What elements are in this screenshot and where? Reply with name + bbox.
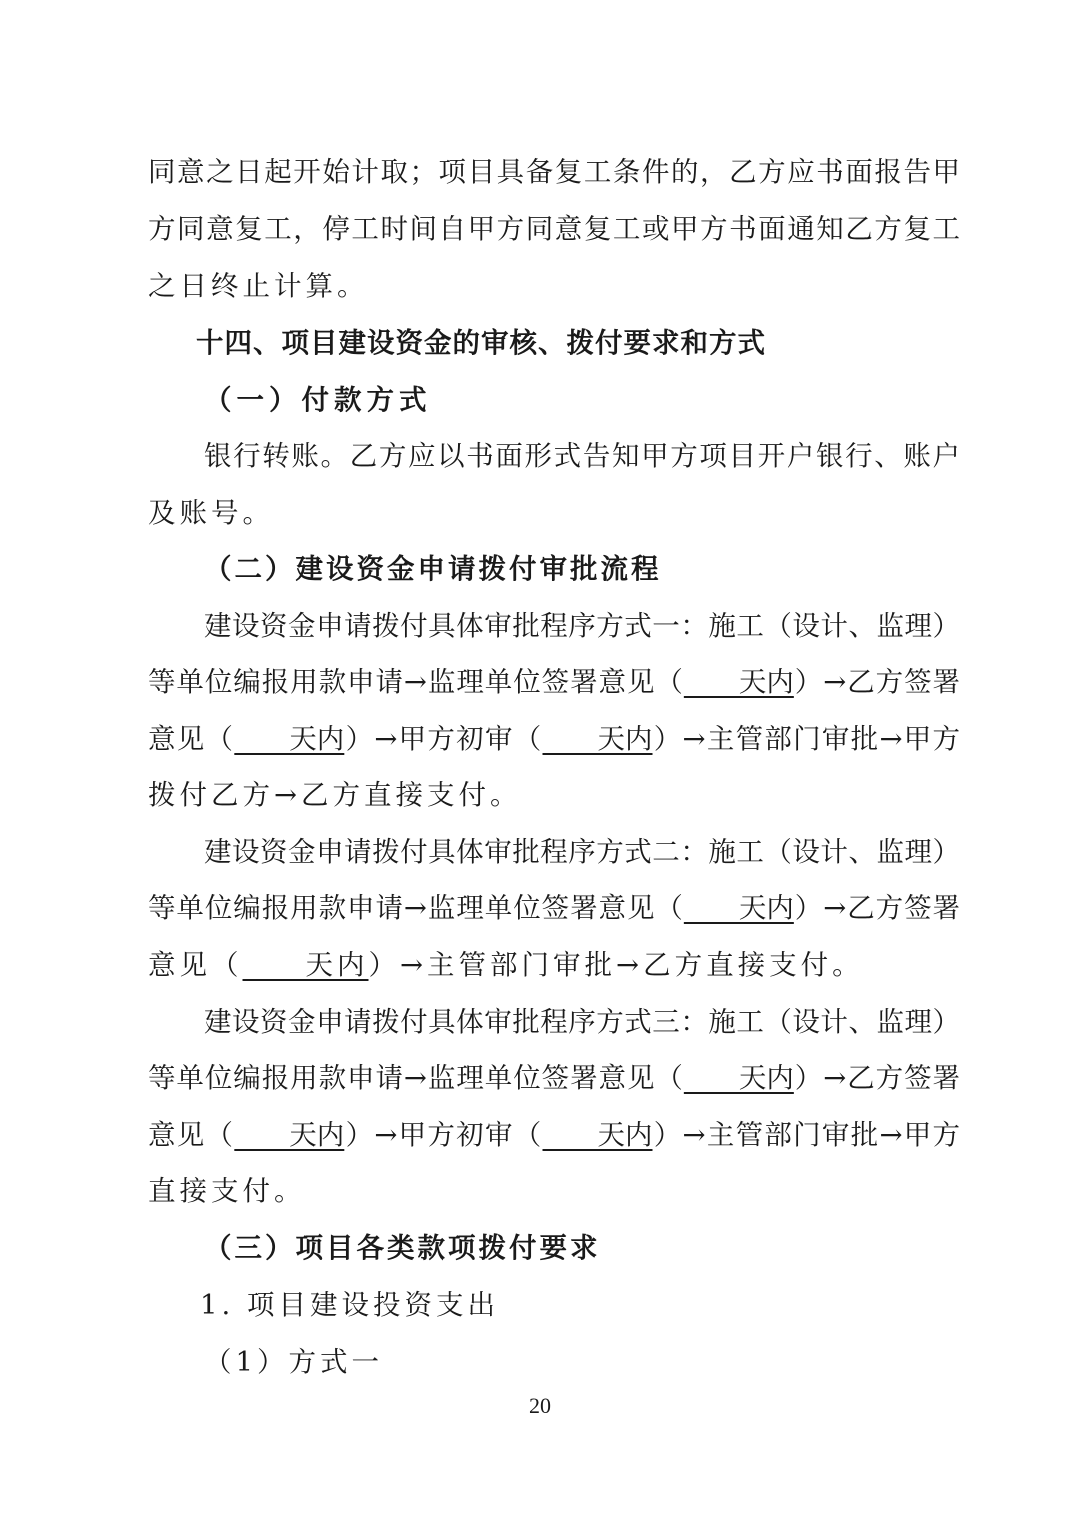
subsection-heading: （三）项目各类款项拨付要求 <box>204 1232 601 1264</box>
paragraph-line <box>148 937 960 994</box>
text-segment: 等单位编报用款申请→监理单位签署意见（ <box>148 1062 684 1094</box>
text-segment: ）→主管部门审批→乙方直接支付。 <box>368 949 864 981</box>
days-blank: 天内 <box>683 1062 794 1094</box>
list-item: 1. 项目建设投资支出 <box>200 1289 499 1321</box>
paragraph-line: 同意之日起开始计取；项目具备复工条件的，乙方应书面报告甲 <box>148 156 960 188</box>
text-segment: 等单位编报用款申请→监理单位签署意见（ <box>148 666 684 698</box>
paragraph-line: 方同意复工，停工时间自甲方同意复工或甲方书面通知乙方复工 <box>148 213 960 245</box>
paragraph-line: 之日终止计算。 <box>148 270 369 302</box>
text-segment: ）→甲方初审（ <box>344 723 543 755</box>
page-number: 20 <box>529 1393 551 1418</box>
paragraph-line: 银行转账。乙方应以书面形式告知甲方项目开户银行、账户 <box>204 440 960 472</box>
text-segment: 意见（ <box>148 949 243 981</box>
text-segment: 等单位编报用款申请→监理单位签署意见（ <box>148 892 684 924</box>
paragraph-line: 及账号。 <box>148 497 274 529</box>
paragraph-line <box>148 1107 960 1164</box>
text-segment: ）→主管部门审批→甲方 <box>652 723 960 755</box>
text-segment: ）→乙方签署 <box>793 1062 960 1094</box>
paragraph-line: 拨付乙方→乙方直接支付。 <box>148 779 522 811</box>
paragraph-line: 建设资金申请拨付具体审批程序方式一：施工（设计、监理） <box>204 610 960 642</box>
paragraph-line <box>148 711 960 768</box>
paragraph-line <box>148 654 960 711</box>
text-segment: ）→乙方签署 <box>793 666 960 698</box>
days-blank: 天内 <box>242 949 369 981</box>
paragraph-line: 建设资金申请拨付具体审批程序方式二：施工（设计、监理） <box>204 836 960 868</box>
days-blank: 天内 <box>542 723 653 755</box>
paragraph-line: 建设资金申请拨付具体审批程序方式三：施工（设计、监理） <box>204 1006 960 1038</box>
paragraph-line: 直接支付。 <box>148 1175 306 1207</box>
days-blank: 天内 <box>683 892 794 924</box>
text-segment: ）→主管部门审批→甲方 <box>652 1119 960 1151</box>
paragraph-line <box>148 880 960 937</box>
days-blank: 天内 <box>683 666 794 698</box>
days-blank: 天内 <box>234 723 345 755</box>
text-segment: 意见（ <box>148 1119 235 1151</box>
days-blank: 天内 <box>234 1119 345 1151</box>
list-item: （1）方式一 <box>204 1346 383 1378</box>
text-segment: 意见（ <box>148 723 235 755</box>
section-heading: 十四、项目建设资金的审核、拨付要求和方式 <box>196 327 766 359</box>
text-segment: ）→甲方初审（ <box>344 1119 543 1151</box>
subsection-heading: （一）付款方式 <box>204 384 432 416</box>
text-segment: ）→乙方签署 <box>793 892 960 924</box>
days-blank: 天内 <box>542 1119 653 1151</box>
subsection-heading: （二）建设资金申请拨付审批流程 <box>204 553 662 585</box>
paragraph-line <box>148 1050 960 1107</box>
